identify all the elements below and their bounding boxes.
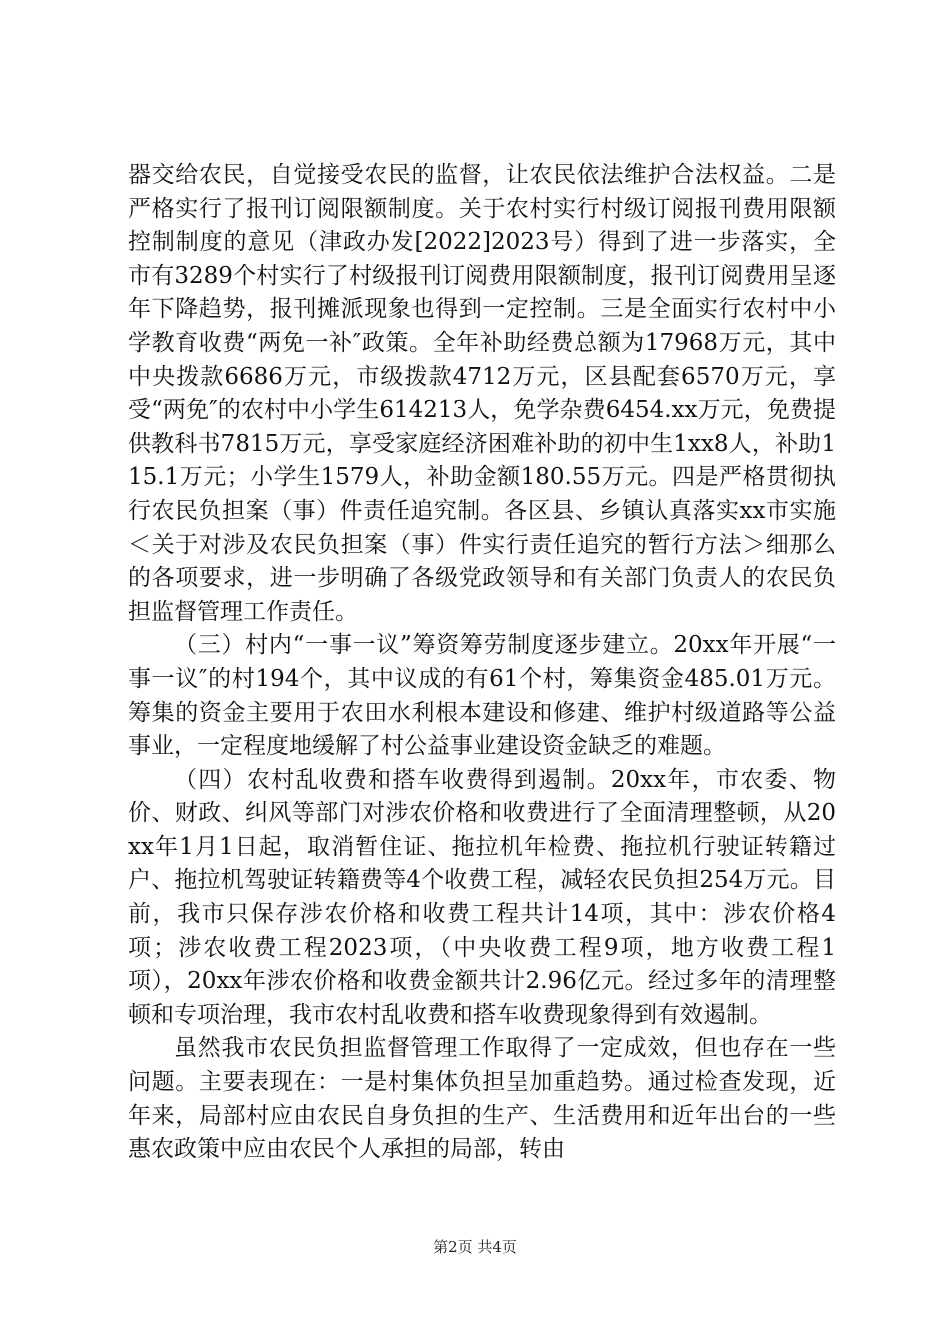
- document-body: [128, 159, 836, 1167]
- paragraph-problems: 虽然我市农民负担监督管理工作取得了一定成效，但也存在一些问题。主要表现在：一是村集体负担呈加重趋势。通过检查发现，近年来，局部村应由农民自身负担的生产、生活费用和近年出台的一些惠农政策中应由农民个人承担的局部，转由: [128, 1035, 836, 1163]
- paragraph-continued: 器交给农民，自觉接受农民的监督，让农民依法维护合法权益。二是严格实行了报刊订阅限额制度。关于农村实行村级订阅报刊费用限额控制制度的意见（津政办发[2022]2023号）得到了进一步落实，全市有3289个村实行了村级报刊订阅费用限额制度，报刊订阅费用呈逐年下降趋势，报刊摊派现象也得到一定控制。三是全面实行农村中小学教育收费“两免一补″政策。全年补助经费总额为17968万元，其中中央拨款6686万元，市级拨款4712万元，区县配套6570万元，享受“两免″的农村中小学生614213人，免学杂费6454.xx万元，免费提供教科书7815万元，享受家庭经济困难补助的初中生1xx8人，补助115.1万元；小学生1579人，补助金额180.55万元。四是严格贯彻执行农民负担案（事）件责任追究制。各区县、乡镇认真落实xx市实施＜关于对涉及农民负担案（事）件实行责任追究的暂行方法＞细那么的各项要求，进一步明确了各级党政领导和有关部门负责人的农民负担监督管理工作责任。: [128, 162, 836, 625]
- paragraph-section-4: （四）农村乱收费和搭车收费得到遏制。20xx年，市农委、物价、财政、纠风等部门对涉农价格和收费进行了全面清理整顿，从20xx年1月1日起，取消暂住证、拖拉机年检费、拖拉机行驶证转籍过户、拖拉机驾驶证转籍费等4个收费工程，减轻农民负担254万元。目前，我市只保存涉农价格和收费工程共计14项，其中：涉农价格4项；涉农收费工程2023项，（中央收费工程9项，地方收费工程1项），20xx年涉农价格和收费金额共计2.96亿元。经过多年的清理整顿和专项治理，我市农村乱收费和搭车收费现象得到有效遏制。: [128, 766, 836, 1028]
- paragraph-section-3: （三）村内“一事一议”筹资筹劳制度逐步建立。20xx年开展“一事一议″的村194个，其中议成的有61个村，筹集资金485.01万元。筹集的资金主要用于农田水利根本建设和修建、维护村级道路等公益事业，一定程度地缓解了村公益事业建设资金缺乏的难题。: [128, 632, 836, 760]
- page-footer: 第2页 共4页: [433, 1238, 517, 1256]
